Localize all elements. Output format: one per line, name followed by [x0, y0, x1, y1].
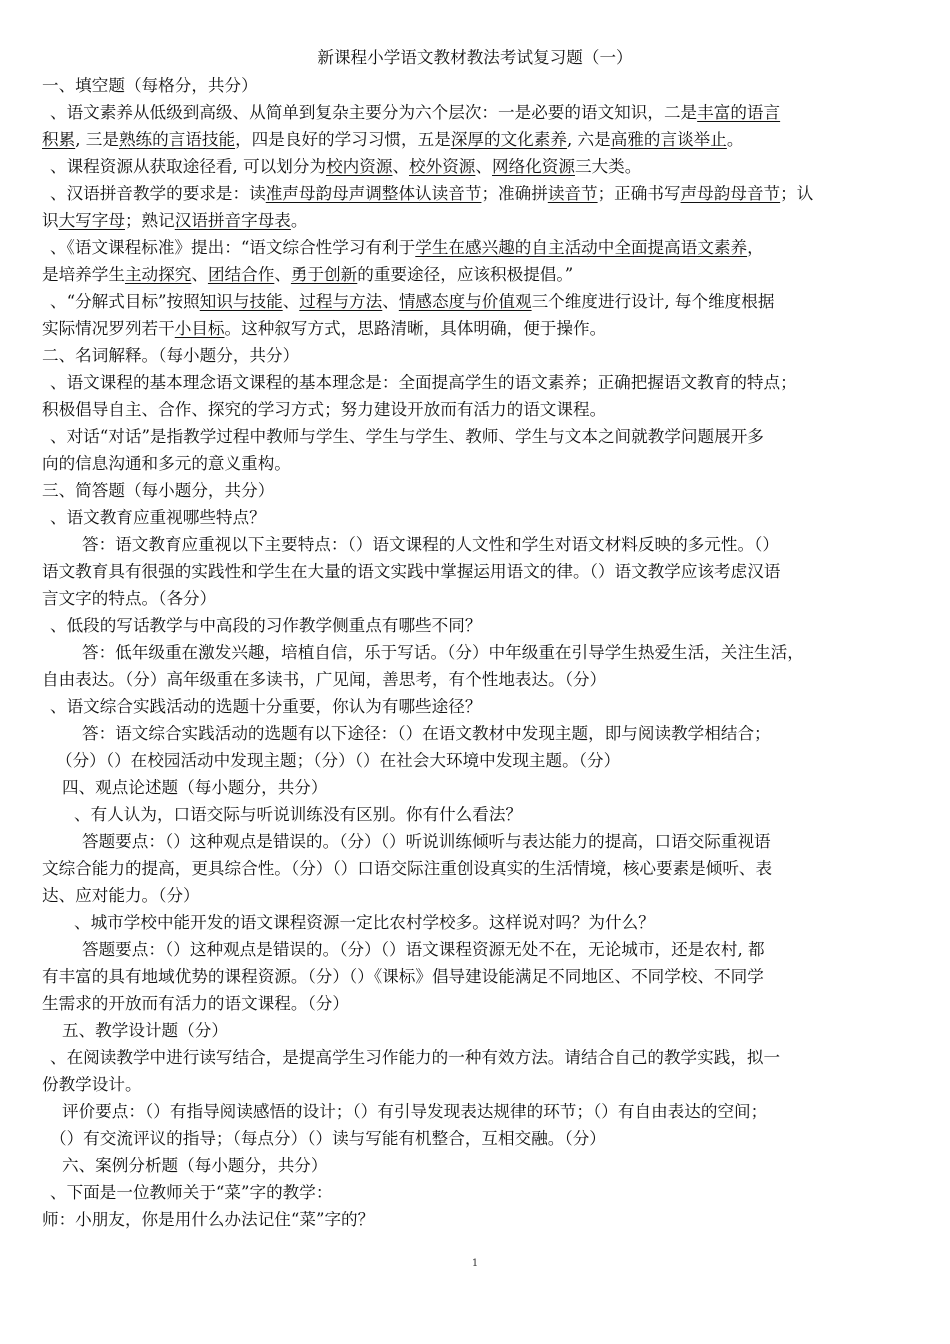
text-segment: 言文字的特点。（各分） — [42, 589, 217, 608]
underlined-answer: 勇于创新 — [290, 265, 358, 284]
text-line — [42, 801, 944, 828]
text-line — [42, 99, 920, 126]
text-segment: 评价要点：（）有指导阅读感悟的设计；（）有引导发现表达规律的环节；（）有自由表达的空间； — [62, 1102, 768, 1121]
text-line — [42, 720, 950, 747]
text-segment: 生需求的开放而有活力的语文课程。（分） — [42, 994, 349, 1013]
text-line — [42, 1044, 920, 1071]
underlined-answer: 网络化资源 — [492, 157, 575, 176]
underlined-answer: 深厚的文化素养 — [450, 130, 567, 149]
underlined-answer: 过程与方法 — [299, 292, 383, 311]
text-line — [42, 747, 926, 774]
text-segment: 、下面是一位教师关于“菜”字的教学： — [50, 1183, 333, 1202]
text-segment: 。 — [726, 130, 744, 149]
text-segment: 、有人认为，口语交际与听说训练没有区别。你有什么看法？ — [74, 805, 523, 824]
text-segment: 答：语文教育应重视以下主要特点：（）语文课程的人文性和学生对语文材料反映的多元性。（） — [82, 535, 779, 554]
text-segment: 实际情况罗列若干 — [42, 319, 175, 338]
page-title: 新课程小学语文教材教法考试复习题（一） — [317, 48, 633, 67]
text-segment: 一、填空题（每格分，共分） — [42, 76, 258, 95]
text-line — [42, 909, 944, 936]
underlined-answer: 汉语拼音字母表 — [174, 211, 291, 230]
text-segment: 、对话“对话”是指教学过程中教师与学生、学生与学生、教师、学生与文本之间就教学问题展开多 — [50, 427, 764, 446]
text-segment: 有丰富的具有地域优势的课程资源。（分）（）《课标》倡导建设能满足不同地区、不同学校、不同学 — [42, 967, 764, 986]
text-segment: 、城市学校中能开发的语文课程资源一定比农村学校多。这样说对吗？为什么？ — [74, 913, 655, 932]
page-number: 1 — [471, 1258, 479, 1269]
text-line — [42, 288, 920, 315]
text-segment: 语文教育具有很强的实践性和学生在大量的语文实践中掌握运用语文的律。（）语文教学应该考虑汉语 — [42, 562, 781, 581]
text-segment: 、《语文课程标准》提出：“语文综合性学习有利于 — [50, 238, 416, 257]
text-line — [42, 531, 950, 558]
underlined-answer: 声母韵母音节 — [680, 184, 781, 203]
text-segment: 三大类。 — [574, 157, 642, 176]
text-segment: ；熟记 — [124, 211, 175, 230]
text-line — [42, 1017, 932, 1044]
text-line — [42, 423, 920, 450]
underlined-answer: 情感态度与价值观 — [398, 292, 532, 311]
text-line — [42, 639, 950, 666]
text-segment: （分）（）在校园活动中发现主题；（分）（）在社会大环境中发现主题。（分） — [56, 751, 621, 770]
underlined-answer: 团结合作 — [207, 265, 275, 284]
text-segment: 积极倡导自主、合作、探究的学习方式；努力建设开放而有活力的语文课程。 — [42, 400, 607, 419]
text-line — [42, 1152, 932, 1179]
underlined-answer: 学生在感兴趣的自主活动中全面提高语文素养 — [415, 238, 748, 257]
text-line — [42, 261, 912, 288]
text-line — [42, 612, 920, 639]
underlined-answer: 读音节 — [547, 184, 598, 203]
underlined-answer: 主动探究 — [124, 265, 192, 284]
text-segment: 、 — [475, 157, 492, 176]
text-segment: ， — [747, 238, 764, 257]
text-segment: 二、名词解释。（每小题分，共分） — [42, 346, 300, 365]
text-line — [42, 990, 912, 1017]
text-line — [42, 126, 912, 153]
text-segment: , 三是 — [75, 130, 119, 149]
text-segment: 、语文综合实践活动的选题十分重要，你认为有哪些途径？ — [50, 697, 482, 716]
text-line — [42, 396, 912, 423]
text-line — [42, 477, 912, 504]
underlined-answer: 熟练的言语技能 — [118, 130, 236, 149]
text-line — [42, 774, 932, 801]
text-line — [42, 1179, 920, 1206]
text-line — [42, 936, 950, 963]
underlined-answer: 大写字母 — [58, 211, 125, 230]
text-segment: 三个维度进行设计, 每个维度根据 — [531, 292, 775, 311]
text-segment: 五、教学设计题（分） — [62, 1021, 228, 1040]
text-segment: 答：语文综合实践活动的选题有以下途径：（）在语文教材中发现主题，即与阅读教学相结合； — [82, 724, 771, 743]
text-line — [42, 1098, 932, 1125]
text-segment: 向的信息沟通和多元的意义重构。 — [42, 454, 291, 473]
text-segment: 、 — [282, 292, 300, 311]
text-segment: 、课程资源从获取途径看, 可以划分为 — [50, 157, 327, 176]
text-segment: ；准确拼 — [481, 184, 548, 203]
text-segment: 、语文素养从低级到高级、从简单到复杂主要分为六个层次：一是必要的语文知识，二是 — [50, 103, 698, 122]
text-line — [42, 369, 920, 396]
underlined-answer: 校内资源 — [326, 157, 393, 176]
text-line — [42, 234, 920, 261]
text-segment: 文综合能力的提高，更具综合性。（分）（）口语交际注重创设真实的生活情境，核心要素是倾听、表 — [42, 859, 773, 878]
text-segment: 、 — [392, 157, 410, 176]
text-line — [42, 828, 950, 855]
text-line — [42, 963, 912, 990]
text-segment: 。 — [290, 211, 308, 230]
underlined-answer: 高雅的言谈举止 — [610, 130, 727, 149]
text-line — [42, 450, 912, 477]
text-segment: 、低段的写话教学与中高段的习作教学侧重点有哪些不同？ — [50, 616, 482, 635]
underlined-answer: 小目标 — [174, 319, 225, 338]
text-segment: 、 — [191, 265, 208, 284]
text-line — [42, 180, 920, 207]
text-segment: （）有交流评议的指导；（每点分）（）读与写能有机整合，互相交融。（分） — [50, 1129, 606, 1148]
text-segment: 自由表达。（分）高年级重在多读书，广见闻，善思考，有个性地表达。（分） — [42, 670, 607, 689]
text-line — [42, 693, 920, 720]
underlined-answer: 丰富的语言 — [697, 103, 781, 122]
text-segment: 答题要点：（）这种观点是错误的。（分）（）听说训练倾听与表达能力的提高，口语交际重视语 — [82, 832, 771, 851]
underlined-answer: 知识与技能 — [199, 292, 283, 311]
text-segment: 三、简答题（每小题分，共分） — [42, 481, 275, 500]
text-line — [42, 72, 912, 99]
underlined-answer: 准声母韵母声调整体认读音节 — [265, 184, 482, 203]
underlined-answer: 校外资源 — [409, 157, 476, 176]
text-segment: , 六是 — [566, 130, 611, 149]
text-segment: 达、应对能力。（分） — [42, 886, 200, 905]
text-line — [42, 1071, 912, 1098]
text-segment: 答题要点：（）这种观点是错误的。（分）（）语文课程资源无处不在，无论城市，还是农村, 都 — [82, 940, 765, 959]
text-segment: 六、案例分析题（每小题分，共分） — [62, 1156, 328, 1175]
text-line — [42, 855, 912, 882]
text-line — [42, 585, 912, 612]
text-segment: 答：低年级重在激发兴趣，培植自信，乐于写话。（分）中年级重在引导学生热爱生活，关注生活， — [82, 643, 804, 662]
text-segment: 、在阅读教学中进行读写结合，是提高学生习作能力的一种有效方法。请结合自己的教学实践，拟一 — [50, 1048, 781, 1067]
text-line — [42, 153, 920, 180]
text-segment: ；认 — [780, 184, 814, 203]
text-segment: 、“分解式目标”按照 — [50, 292, 200, 311]
text-line — [42, 504, 920, 531]
text-segment: 、语文教育应重视哪些特点？ — [50, 508, 266, 527]
text-line — [42, 342, 912, 369]
text-segment: 份教学设计。 — [42, 1075, 142, 1094]
text-segment: 。这种叙写方式，思路清晰，具体明确，便于操作。 — [224, 319, 607, 338]
text-segment: 识 — [42, 211, 59, 230]
text-segment: ，四是良好的学习习惯，五是 — [235, 130, 451, 149]
text-segment: 、 — [382, 292, 399, 311]
text-line — [42, 315, 912, 342]
text-segment: 是培养学生 — [42, 265, 125, 284]
text-line — [42, 207, 912, 234]
text-segment: 四、观点论述题（每小题分，共分） — [62, 778, 328, 797]
text-line — [42, 1125, 920, 1152]
text-segment: 、 — [274, 265, 291, 284]
text-segment: 的重要途径，应该积极提倡。” — [357, 265, 574, 284]
text-line — [42, 666, 912, 693]
underlined-answer: 积累 — [42, 130, 76, 149]
text-segment: 师：小朋友，你是用什么办法记住“菜”字的？ — [42, 1210, 375, 1229]
text-line — [42, 1206, 912, 1233]
text-line — [42, 558, 912, 585]
text-segment: 、语文课程的基本理念语文课程的基本理念是：全面提高学生的语文素养；正确把握语文教育的特点； — [50, 373, 797, 392]
text-segment: 、汉语拼音教学的要求是：读 — [50, 184, 266, 203]
text-line — [42, 882, 912, 909]
text-segment: ；正确书写 — [597, 184, 681, 203]
